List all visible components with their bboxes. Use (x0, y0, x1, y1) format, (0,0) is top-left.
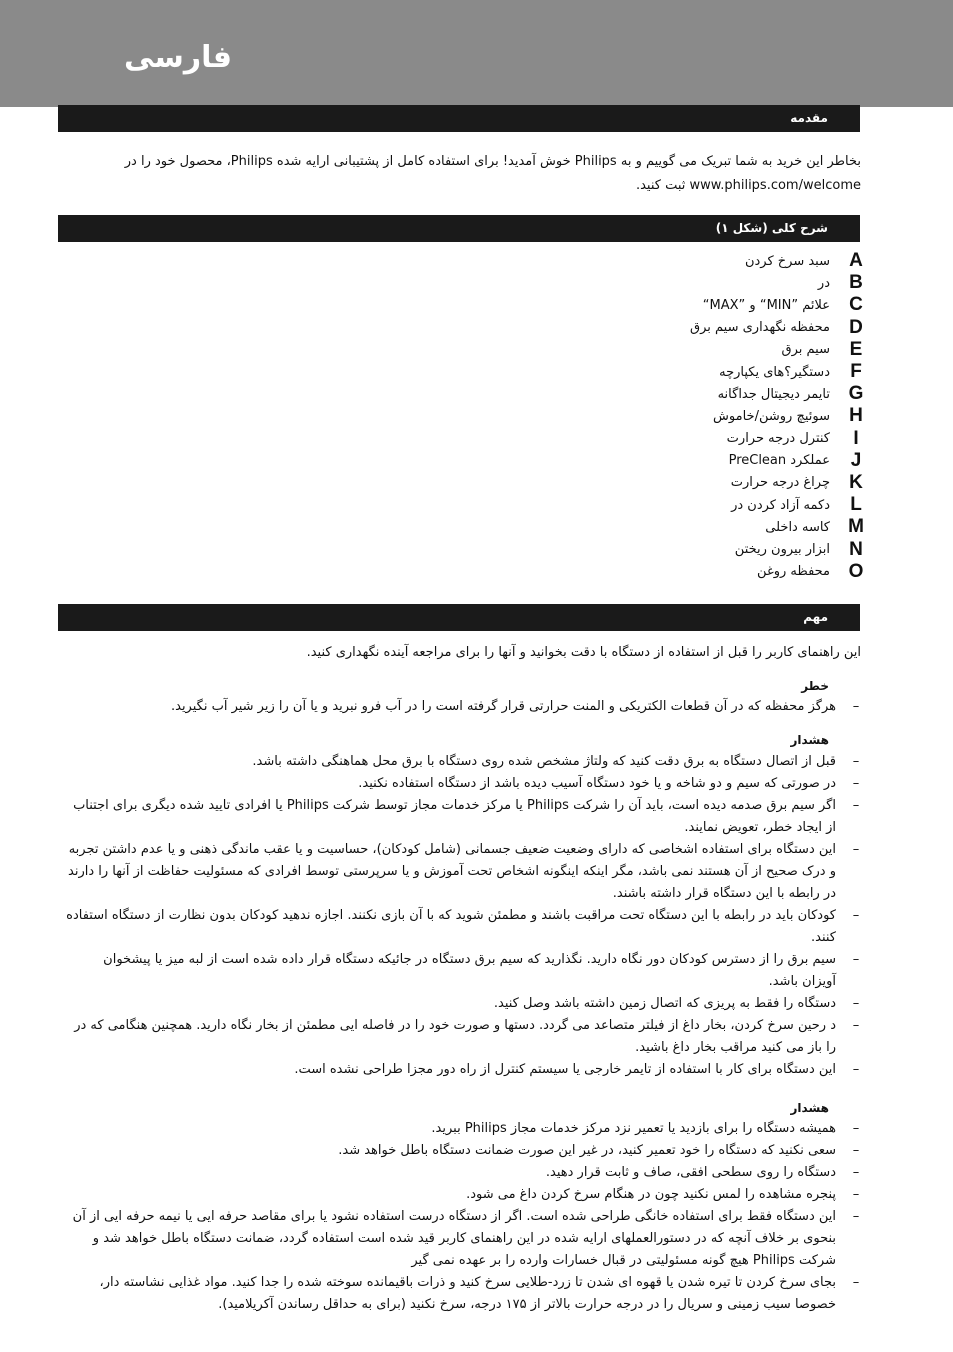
part-item (600, 317, 866, 339)
caution-list (66, 1118, 866, 1316)
part-item (600, 405, 866, 427)
part-item (600, 472, 866, 494)
part-label: دستگیر؟های یکپارچه (719, 364, 830, 380)
list-item: این دستگاه فقط برای استفاده خانگی طراحی شده است. اگر از دستگاه درست استفاده نشود یا برای مقاصد حرفه ایی یا نیمه حرفه ایی از آن بنحوی بر خلاف آنچه که در دستورالعملهای ارایه شده در این راهنمای کاربر قید شده است استفاده گردد، ضمانت دستگاه باطل خواهد شد و شرکت Philips هیچ گونه مسئولیتی در قبال خسارات وارده را بر عهده نمی گیر – (72, 1209, 860, 1268)
parts-list (600, 250, 866, 583)
list-item: سیم برق را از دسترس کودکان دور نگاه دارید. نگذارید که سیم برق دستگاه در جائیکه دستگاه قرار داده شده است از لبه میز یا پیشخوان آویزان باشد. – (103, 952, 860, 989)
part-letter: I (853, 427, 859, 449)
part-label: چراغ درجه حرارت (730, 475, 830, 491)
section-heading-overview: شرح کلی (شکل ۱) (58, 215, 860, 242)
intro-text: بخاطر این خرید به شما تبریک می گوییم و به Philips خوش آمدید! برای استفاده کامل از پشتیبانی ارایه شده Philips، محصول خود را در www.philips.com/welcome ثبت کنید. (124, 154, 861, 193)
part-label: سبد سرخ کردن (744, 253, 830, 269)
part-letter: H (849, 405, 863, 427)
list-item: سعی نکنید که دستگاه را خود تعمیر کنید، در غیر این صورت ضمانت دستگاه باطل خواهد شد. – (338, 1143, 860, 1158)
list-item: دستگاه را فقط به پریزی که اتصال زمین داشته باشد وصل کنید. – (493, 996, 860, 1011)
list-item: بجای سرخ کردن تا تیره شدن یا قهوه ای شدن تا زرد-طلایی سرخ کنید و ذرات باقیمانده سوخته شده را جدا کنید. مواد غذایی نشاسته دار، خصوصا سیب زمینی و سریال را در درجه حرارت بالاتر از ۱۷۵ درجه، سرخ نکنید (برای به حداقل رساندن آکریلامید). – (99, 1275, 860, 1312)
part-letter: D (849, 316, 863, 338)
part-item (600, 339, 866, 361)
list-item: همیشه دستگاه را برای بازدید یا تعمیر نزد مرکز خدمات مجاز Philips ببرید. – (431, 1121, 860, 1136)
part-item (600, 561, 866, 583)
list-item: این دستگاه برای استفاده اشخاصی که دارای وضعیت ضعیف جسمانی (شامل کودکان)، حساسیت و یا عقب ماندگی ذهنی و یا عدم داشتن تجربه و درک صحیح از آن هستند نمی باشد، مگر اینکه اینگونه اشخاص تحت آموزش و یا سرپرستی توسط افرادی که مسئولیت حفاظت از آنها را دارند در رابطه با این دستگاه قرار داشته باشند. – (68, 842, 860, 901)
part-item (600, 250, 866, 272)
part-item (600, 361, 866, 383)
list-item: اگر سیم برق صدمه دیده است، باید آن را شرکت Philips یا مرکز خدمات مجاز توسط شرکت Philips یا افرادی تایید شده دیگری برای اجتناب از ایجاد خطر، تعویض نمایند. – (73, 798, 860, 835)
part-item (600, 428, 866, 450)
subheading-danger: خطر (801, 679, 829, 693)
part-item (600, 383, 866, 405)
subheading-warning: هشدار (790, 733, 829, 747)
section-heading-intro: مقدمه (58, 105, 860, 132)
part-letter: O (848, 560, 864, 582)
section-heading-important: مهم (58, 604, 860, 631)
important-intro: این راهنمای کاربر را قبل از استفاده از دستگاه با دقت بخوانید و آنها را برای مراجعه آینده نگهداری کنید. (306, 645, 861, 660)
part-label: کاسه داخلی (765, 519, 830, 535)
part-item (600, 516, 866, 538)
part-letter: F (850, 361, 862, 383)
part-label: کنترل درجه حرارت (726, 431, 830, 447)
part-letter: G (848, 383, 864, 405)
list-item: پنجره مشاهده را لمس نکنید چون در هنگام سرخ کردن داغ می شود. – (466, 1187, 860, 1202)
part-letter: K (849, 471, 863, 493)
part-letter: J (850, 449, 862, 471)
part-label: سیم برق (781, 342, 830, 358)
list-item: قبل از اتصال دستگاه به برق دقت کنید که ولتاژ مشخص شده روی دستگاه با برق محل هماهنگی داشته باشد. – (252, 754, 860, 769)
language-title: فارسی (124, 40, 233, 75)
part-label: ابزار بیرون ریختن (734, 542, 830, 558)
part-label: علائم ”MIN“ و ”MAX“ (702, 297, 830, 313)
part-label: در (817, 275, 830, 291)
part-letter: N (849, 538, 863, 560)
language-header-bar (0, 0, 953, 107)
part-letter: L (850, 494, 862, 516)
part-letter: A (849, 250, 863, 272)
part-letter: B (849, 272, 863, 294)
part-label: محفظه روغن (757, 564, 830, 580)
part-item (600, 272, 866, 294)
part-label: دکمه آزاد کردن در (731, 497, 830, 513)
warning-list (66, 751, 866, 1081)
part-label: عملکرد PreClean (728, 453, 830, 469)
part-letter: C (849, 294, 863, 316)
list-item: این دستگاه برای کار با استفاده از تایمر خارجی یا سیستم کنترل از راه دور مجزا طراحی نشده است. – (294, 1062, 860, 1077)
list-item: هرگز محفظه که در آن قطعات الکتریکی و المنت حرارتی قرار گرفته است را در آب فرو نبرید و یا آن را زیر شیر آب نگیرید. – (170, 699, 860, 714)
subheading-caution: هشدار (790, 1101, 829, 1115)
part-label: تایمر دیجیتال جداگانه (717, 386, 830, 402)
part-item (600, 294, 866, 316)
danger-list (66, 696, 866, 718)
part-item (600, 494, 866, 516)
part-label: محفظه نگهداری سیم برق (690, 320, 830, 336)
list-item: د رحین سرخ کردن، بخار داغ از فیلتر متصاعد می گردد. دستها و صورت خود را در فاصله ایی مطمئن از بخار نگاه دارید. همچنین هنگامی که در را باز می کنید مراقب بخار داغ باشید. – (74, 1018, 860, 1055)
part-item (600, 538, 866, 560)
part-item (600, 450, 866, 472)
list-item: در صورتی که سیم و دو شاخه و یا خود دستگاه آسیب دیده باشد از دستگاه استفاده نکنید. – (358, 776, 860, 791)
part-letter: E (849, 338, 863, 360)
part-letter: M (848, 516, 864, 538)
list-item: دستگاه را روی سطحی افقی، صاف و ثابت قرار دهید. – (545, 1165, 860, 1180)
part-label: سوئیچ روشن/خاموش (713, 408, 830, 424)
list-item: کودکان باید در رابطه با این دستگاه تحت مراقبت باشند و مطمئن شوید که با آن بازی نکنند. اجازه ندهید کودکان بدون نظارت از دستگاه استفاده کنند. – (66, 908, 860, 945)
